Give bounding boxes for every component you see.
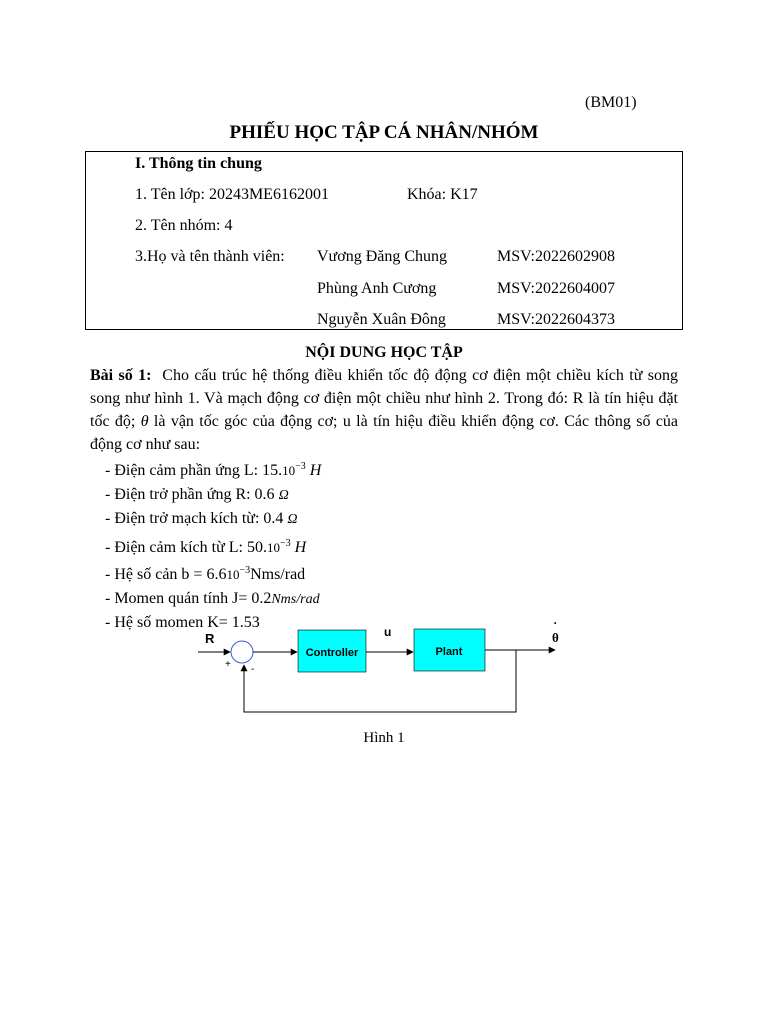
plus-sign: + [225, 659, 231, 670]
input-label: R [205, 631, 215, 646]
param-item: - Momen quán tính J= 0.2Nms/rad [105, 589, 320, 607]
info-box [85, 151, 683, 330]
param-item: - Điện cảm phần ứng L: $15.10^{-3}$ H [105, 461, 322, 479]
block-diagram [190, 622, 570, 718]
form-code: (BM01) [585, 94, 637, 111]
member-name: Phùng Anh Cương [317, 280, 437, 297]
output-dot: ˙ [553, 622, 558, 634]
parameter-list [105, 455, 321, 635]
info-heading: I. Thông tin chung [135, 155, 262, 172]
group-label: 2. Tên nhóm: 4 [135, 217, 233, 234]
output-label: θ [552, 630, 559, 645]
member-msv: MSV:2022602908 [497, 248, 615, 265]
param-item: - Hệ số cản $b = 6.610^{-3}Nms$/rad [105, 565, 306, 583]
param-item: - Hệ số momen K= 1.53 [105, 614, 260, 631]
member-name: Vương Đăng Chung [317, 248, 448, 265]
member-msv: MSV:2022604007 [497, 280, 615, 297]
param-item: - Điện trở phần ứng R: 0.6 Ω [105, 485, 289, 503]
controller-label: Controller [305, 647, 359, 659]
class-label: 1. Tên lớp: 20243ME6162001 [135, 186, 329, 203]
course-label: Khóa: K17 [407, 186, 478, 203]
param-item: - Điện trở mạch kích từ: 0.4 Ω [105, 510, 298, 527]
intro-text: Cho cấu trúc hệ thống điều khiển tốc độ động cơ điện một chiều kích từ song song như hình 1. Và mạch động cơ điện một chiều như hình 2. Trong đó: R là tín hiệu đặt tốc độ; [90, 367, 679, 430]
plant-label: Plant [435, 646, 463, 658]
signal-label: u [384, 625, 392, 639]
member-name: Nguyễn Xuân Đông [317, 311, 446, 328]
page-title: PHIẾU HỌC TẬP CÁ NHÂN/NHÓM [229, 122, 539, 143]
section-title: NỘI DUNG HỌC TẬP [305, 344, 463, 361]
minus-sign: - [251, 664, 255, 675]
figure-caption: Hình 1 [363, 730, 405, 746]
member-msv: MSV:2022604373 [497, 311, 615, 328]
exercise-label: Bài số 1: [90, 367, 152, 384]
param-item: - Điện cảm kích từ L: $50.10^{-3}$ H [105, 537, 307, 556]
exercise-paragraph [90, 364, 678, 456]
members-label: 3.Họ và tên thành viên: [135, 248, 285, 265]
summing-junction [231, 641, 253, 663]
intro-text: là vận tốc góc của động cơ; u là tín hiệu điều khiển động cơ. Các thông số của động cơ như sau: [90, 413, 679, 453]
theta-symbol: θ [140, 413, 149, 430]
